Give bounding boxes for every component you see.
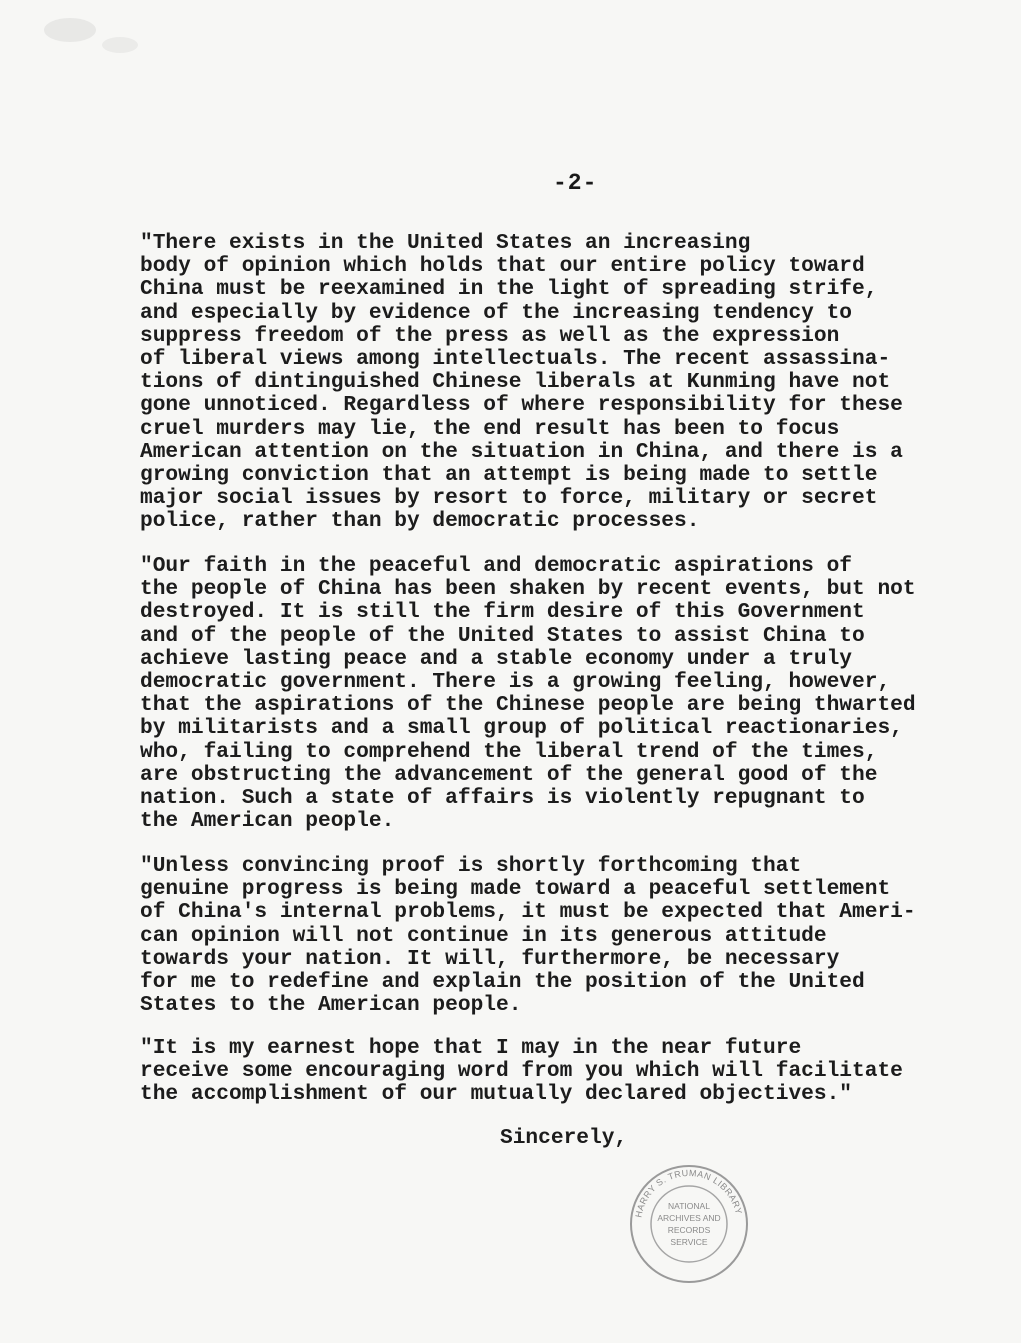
stamp-ring-text: HARRY S. TRUMAN LIBRARY: [633, 1167, 745, 1219]
letter-paragraph-4: "It is my earnest hope that I may in the near future receive some encouraging word from you which will facilitate the accomplishment of our mutually declared objectives.": [140, 1036, 903, 1107]
stamp-inner-line-4: SERVICE: [670, 1237, 708, 1247]
paper-smudge: [40, 10, 160, 70]
letter-paragraph-2: "Our faith in the peaceful and democratic aspirations of the people of China has been shaken by recent events, but not destroyed. It is still the firm desire of this Government and of the people of the United States to assist China to achieve lasting peace and a stable economy under a truly democratic government. There is a growing feeling, however, that the aspirations of the Chinese people are being thwarted by militarists and a small group of political reactionaries, who, failing to comprehend the liberal trend of the times, are obstructing the advancement of the general good of the nation. Such a state of affairs is violently repugnant to the American people.: [140, 554, 916, 834]
page-number: -2-: [553, 170, 598, 196]
closing-salutation: Sincerely,: [500, 1126, 628, 1150]
letter-paragraph-1: "There exists in the United States an increasing body of opinion which holds that our entire policy toward China must be reexamined in the light of spreading strife, and especially by evidence of the increasing tendency to suppress freedom of the press as well as the expression of liberal views among intellectuals. The recent assassina- tions of dintinguished Chinese liberals at Kunming have not gone unnoticed. Regardless of where responsibility for these cruel murders may lie, the end result has been to focus American attention on the situation in China, and there is a growing conviction that an attempt is being made to settle major social issues by resort to force, military or secret police, rather than by democratic processes.: [140, 231, 903, 534]
stamp-inner-line-1: NATIONAL: [668, 1201, 710, 1211]
letter-paragraph-3: "Unless convincing proof is shortly forthcoming that genuine progress is being made toward a peaceful settlement of China's internal problems, it must be expected that Ameri- can opinion will not continue in its generous attitude towards your nation. It will, furthermore, be necessary for me to redefine and explain the position of the United States to the American people.: [140, 854, 916, 1018]
stamp-inner-line-3: RECORDS: [667, 1225, 711, 1235]
archive-stamp: [628, 1163, 750, 1285]
stamp-inner-line-2: ARCHIVES AND: [657, 1213, 721, 1223]
